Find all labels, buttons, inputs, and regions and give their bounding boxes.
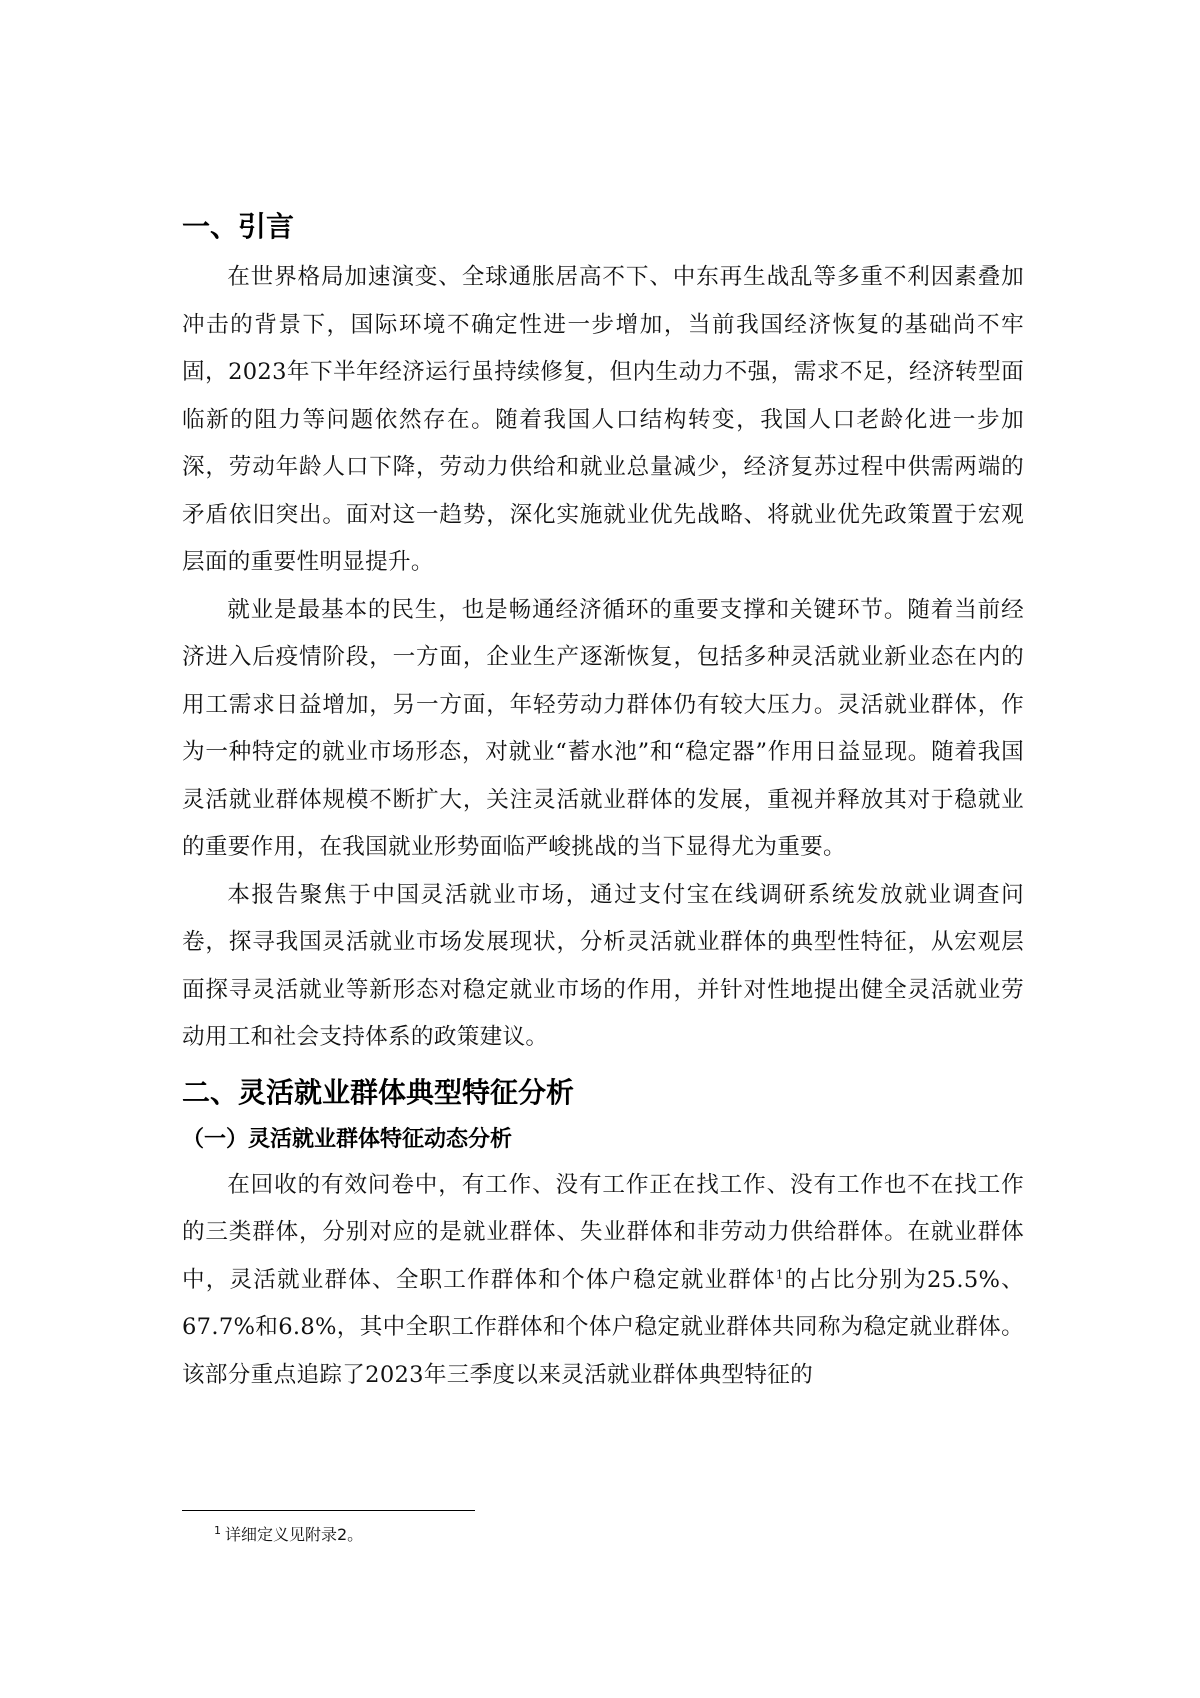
footnote-text: 详细定义见附录2。 bbox=[225, 1525, 364, 1544]
footnote-number: 1 bbox=[214, 1523, 221, 1537]
paragraph bbox=[182, 1162, 1024, 1400]
footnote-divider bbox=[182, 1510, 475, 1511]
footnote bbox=[214, 1524, 363, 1546]
paragraph: 就业是最基本的民生，也是畅通经济循环的重要支撑和关键环节。随着当前经济进入后疫情阶段，一方面，企业生产逐渐恢复，包括多种灵活就业新业态在内的用工需求日益增加，另一方面，年轻劳动力群体仍有较大压力。灵活就业群体，作为一种特定的就业市场形态，对就业“蓄水池”和“稳定器”作用日益显现。随着我国灵活就业群体规模不断扩大，关注灵活就业群体的发展，重视并释放其对于稳就业的重要作用，在我国就业形势面临严峻挑战的当下显得尤为重要。 bbox=[182, 596, 1024, 860]
paragraph: 本报告聚焦于中国灵活就业市场，通过支付宝在线调研系统发放就业调查问卷，探寻我国灵活就业市场发展现状，分析灵活就业群体的典型性特征，从宏观层面探寻灵活就业等新形态对稳定就业市场的作用，并针对性地提出健全灵活就业劳动用工和社会支持体系的政策建议。 bbox=[182, 881, 1024, 1050]
footnote-reference[interactable]: 1 bbox=[775, 1266, 784, 1281]
paragraph-text: 的占比分别为25.5%、67.7%和6.8%，其中全职工作群体和个体户稳定就业群体共同称为稳定就业群体。该部分重点追踪了2023年三季度以来灵活就业群体典型特征的 bbox=[182, 1266, 1025, 1388]
paragraph: 在世界格局加速演变、全球通胀居高不下、中东再生战乱等多重不利因素叠加冲击的背景下，国际环境不确定性进一步增加，当前我国经济恢复的基础尚不牢固，2023年下半年经济运行虽持续修复，但内生动力不强，需求不足，经济转型面临新的阻力等问题依然存在。随着我国人口结构转变，我国人口老龄化进一步加深，劳动年龄人口下降，劳动力供给和就业总量减少，经济复苏过程中供需两端的矛盾依旧突出。面对这一趋势，深化实施就业优先战略、将就业优先政策置于宏观层面的重要性明显提升。 bbox=[182, 264, 1024, 575]
section-heading-introduction: 一、引言 bbox=[182, 210, 295, 243]
section-heading-characteristics: 二、灵活就业群体典型特征分析 bbox=[182, 1075, 575, 1109]
paragraph-text: 在回收的有效问卷中，有工作、没有工作正在找工作、没有工作也不在找工作的三类群体，分别对应的是就业群体、失业群体和非劳动力供给群体。在就业群体中，灵活就业群体、全职工作群体和个体户稳定就业群体 bbox=[182, 1171, 1024, 1293]
subsection-heading-dynamic-analysis: （一）灵活就业群体特征动态分析 bbox=[182, 1126, 513, 1152]
page-content bbox=[182, 200, 1024, 1399]
